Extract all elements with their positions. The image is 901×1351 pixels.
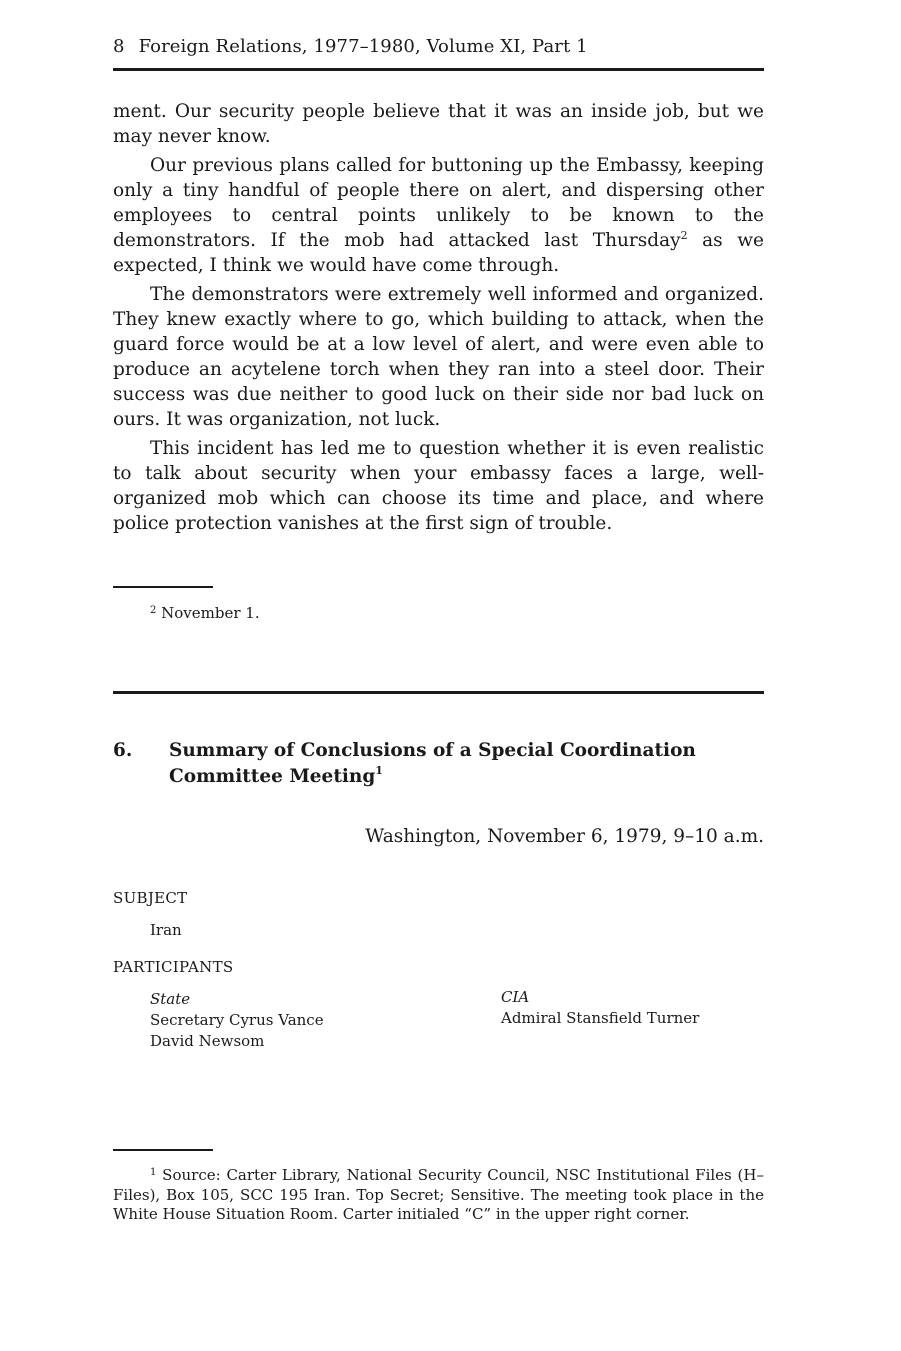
cia-label: CIA xyxy=(501,988,530,1006)
footnote-rule-2 xyxy=(113,1149,213,1151)
running-head xyxy=(113,36,764,57)
footnote-2-text: November 1. xyxy=(156,604,260,622)
header-rule xyxy=(113,68,764,71)
document-title xyxy=(169,738,729,790)
page-number: 8 xyxy=(113,36,125,57)
document-title-text: Summary of Conclusions of a Special Coordination Committee Meeting xyxy=(169,740,696,787)
paragraph-4: This incident has led me to question whether it is even realistic to talk about security when your embassy faces a large, well-organized mob which can choose its time and place, and where police protection vanishes at the first sign of trouble. xyxy=(113,438,764,534)
document-heading xyxy=(113,738,764,790)
subject-label: SUBJECT xyxy=(113,889,188,907)
running-title: Foreign Relations, 1977–1980, Volume XI, Part 1 xyxy=(138,36,588,57)
document-separator-rule xyxy=(113,691,764,694)
continued-text xyxy=(113,99,764,540)
participants-cia xyxy=(501,987,699,1029)
paragraph-3: The demonstrators were extremely well informed and organized. They knew exactly where to go, which building to attack, when the guard force would be at a low level of alert, and were even able to produce an acytelene torch when they ran into a steel door. Their success was due neither to good luck on their side nor bad luck on ours. It was organization, not luck. xyxy=(113,284,764,430)
participant-newsom: David Newsom xyxy=(150,1032,265,1050)
participants-state xyxy=(150,989,324,1052)
footnote-1 xyxy=(113,1166,764,1225)
paragraph-2 xyxy=(113,153,764,278)
footnote-2-marker: 2 xyxy=(150,605,157,616)
paragraph-2-text-b: as we expected, I think we would have come through. xyxy=(113,230,764,276)
footnote-2 xyxy=(113,604,764,624)
footnote-ref-1[interactable]: 1 xyxy=(375,764,383,777)
paragraph-1: ment. Our security people believe that it was an inside job, but we may never know. xyxy=(113,101,764,147)
paragraph-2-text-a: Our previous plans called for buttoning up the Embassy, keeping only a tiny handful of people there on alert, and dispersing other employees to central points unlikely to be known to the demonstrators. If the mob had attacked last Thursday xyxy=(113,155,764,251)
participant-vance: Secretary Cyrus Vance xyxy=(150,1011,324,1029)
dateline: Washington, November 6, 1979, 9–10 a.m. xyxy=(365,826,764,847)
participant-turner: Admiral Stansfield Turner xyxy=(501,1009,700,1027)
footnote-1-marker: 1 xyxy=(150,1167,157,1178)
state-label: State xyxy=(150,990,191,1008)
footnote-ref-2[interactable]: 2 xyxy=(680,229,688,242)
subject-value: Iran xyxy=(150,921,182,939)
footnote-rule xyxy=(113,586,213,588)
footnote-1-text: Source: Carter Library, National Security Council, NSC Institutional Files (H–Files), Box 105, SCC 195 Iran. Top Secret; Sensitive. The meeting took place in the White House Situation Room. Carter initialed “C” in the upper right corner. xyxy=(113,1166,764,1223)
participants-label: PARTICIPANTS xyxy=(113,958,234,976)
document-number: 6. xyxy=(113,740,133,761)
